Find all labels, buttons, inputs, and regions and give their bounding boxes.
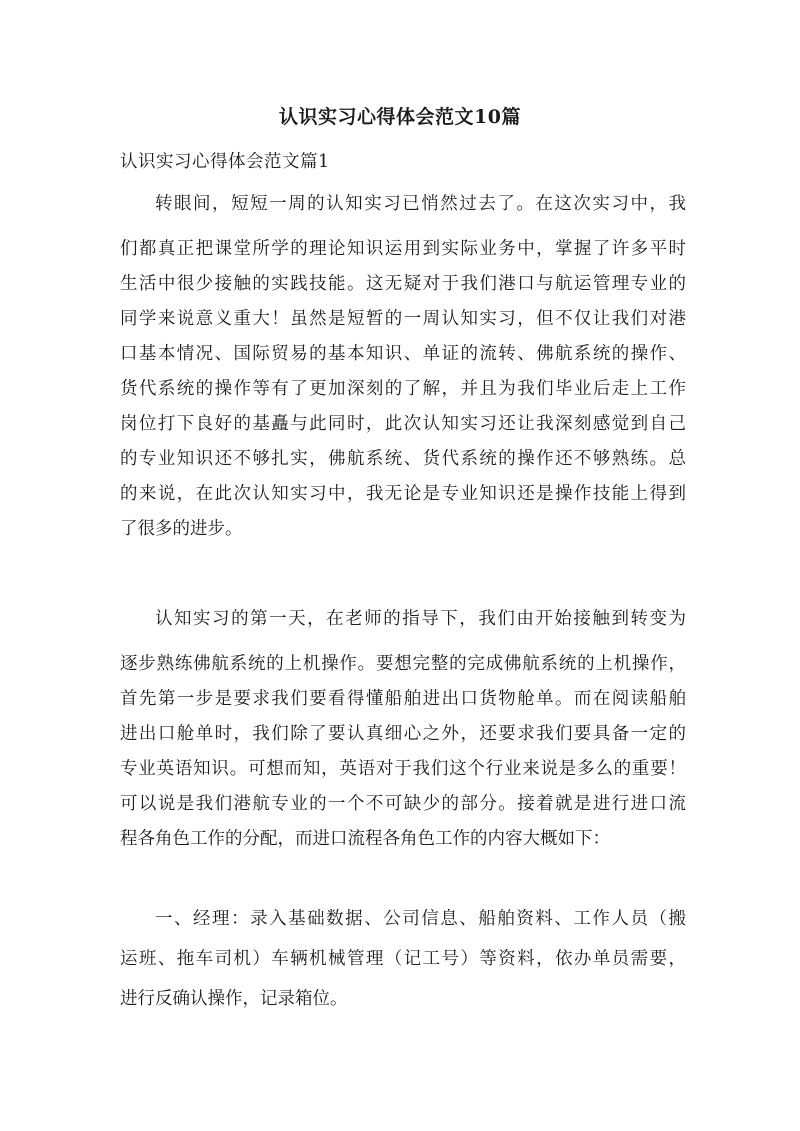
paragraph-2-line: 专业英语知识。可想而知，英语对于我们这个行业来说是多么的重要！: [120, 759, 686, 779]
document-title: 认识实习心得体会范文10篇: [279, 106, 521, 128]
paragraph-3-line: 运班、拖车司机）车辆机械管理（记工号）等资料，依办单员需要，: [120, 949, 686, 969]
paragraph-1-line: 了很多的进步。: [120, 519, 243, 539]
section-heading: 认识实习心得体会范文篇1: [120, 152, 330, 172]
paragraph-3-line: 进行反确认操作，记录箱位。: [120, 989, 348, 1009]
paragraph-1-line: 的来说，在此次认知实习中，我无论是专业知识还是操作技能上得到: [120, 484, 686, 504]
paragraph-2-line: 进出口舱单时，我们除了要认真细心之外，还要求我们要具备一定的: [120, 724, 686, 744]
paragraph-3-line: 一、经理：录入基础数据、公司信息、船舶资料、工作人员（搬: [155, 909, 686, 929]
paragraph-1-line: 转眼间，短短一周的认知实习已悄然过去了。在这次实习中，我: [155, 194, 686, 214]
paragraph-2-line: 首先第一步是要求我们要看得懂船舶进出口货物舱单。而在阅读船舶: [120, 689, 686, 709]
paragraph-2-line: 可以说是我们港航专业的一个不可缺少的部分。接着就是进行进口流: [120, 794, 686, 814]
paragraph-1-line: 同学来说意义重大！虽然是短暂的一周认知实习，但不仅让我们对港: [120, 309, 686, 329]
paragraph-1-line: 生活中很少接触的实践技能。这无疑对于我们港口与航运管理专业的: [120, 274, 686, 294]
paragraph-2-line: 认知实习的第一天，在老师的指导下，我们由开始接触到转变为: [155, 609, 686, 629]
paragraph-1-line: 的专业知识还不够扎实，佛航系统、货代系统的操作还不够熟练。总: [120, 449, 686, 469]
paragraph-2-line: 程各角色工作的分配，而进口流程各角色工作的内容大概如下：: [120, 829, 610, 849]
paragraph-2-line: 逐步熟练佛航系统的上机操作。要想完整的完成佛航系统的上机操作，: [120, 654, 686, 674]
paragraph-1-line: 口基本情况、国际贸易的基本知识、单证的流转、佛航系统的操作、: [120, 344, 686, 364]
paragraph-1-line: 货代系统的操作等有了更加深刻的了解，并且为我们毕业后走上工作: [120, 379, 686, 399]
paragraph-1-line: 们都真正把课堂所学的理论知识运用到实际业务中，掌握了许多平时: [120, 239, 686, 259]
paragraph-1-line: 岗位打下良好的基矗与此同时，此次认知实习还让我深刻感觉到自己: [120, 414, 686, 434]
